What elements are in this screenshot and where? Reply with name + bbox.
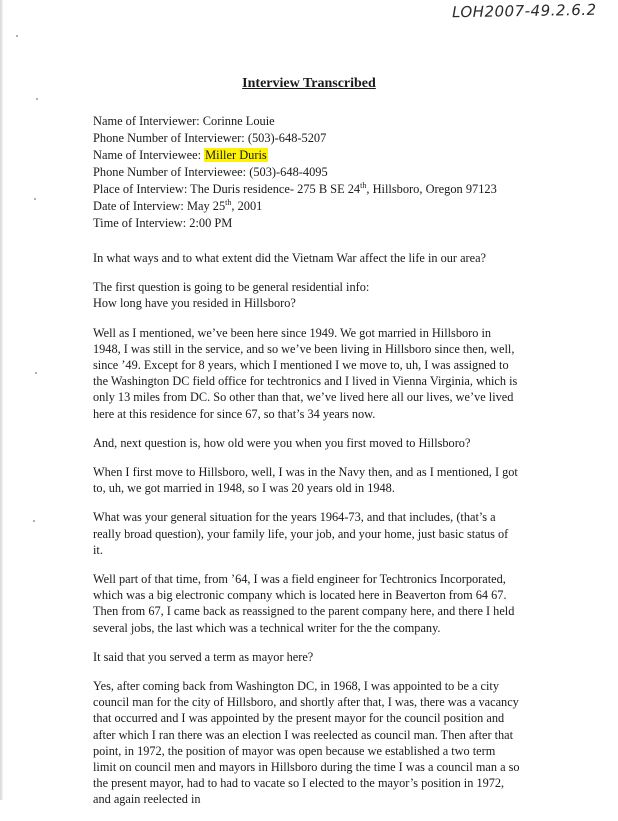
answer-paragraph: Well as I mentioned, we’ve been here since 1949. We got married in Hillsboro in 1948, I was still in the service, and so we’ve been living in Hillsboro since then, well, since ’49. Except for 8 years, which I mentioned I we move to, uh, I was assigned to the Washington DC field office for techtronics and I lived in Vienna Virginia, which is only 13 miles from DC. So other than that, we’ve lived here all our lives, we’ve lived here at this residence for since 67, so that’s 34 years now.: [93, 325, 518, 421]
scan-edge: [0, 0, 3, 800]
interview-info: [93, 113, 497, 232]
interviewee-phone-line: Phone Number of Interviewee: (503)-648-4095: [93, 165, 328, 179]
answer-paragraph: When I first move to Hillsboro, well, I was in the Navy then, and as I mentioned, I got to, uh, we got married in 1948, so I was 20 years old in 1948.: [93, 465, 518, 496]
interviewer-phone: (503)-648-5207: [247, 131, 327, 145]
transcript-body: [93, 250, 521, 821]
question-paragraph: And, next question is, how old were you when you first moved to Hillsboro?: [93, 435, 471, 450]
date-line: Date of Interview: May 25th, 2001: [93, 197, 263, 213]
time-line: Time of Interview: 2:00 PM: [93, 216, 233, 230]
place-line: Place of Interview: The Duris residence- 275 B SE 24th, Hillsboro, Oregon 97123: [93, 180, 497, 196]
question-paragraph: The first question is going to be general residential info: How long have you resided in Hillsboro?: [93, 280, 370, 311]
question-paragraph: In what ways and to what extent did the Vietnam War affect the life in our area?: [93, 251, 486, 265]
scan-speck: [33, 520, 35, 522]
scan-speck: [36, 98, 38, 100]
question-paragraph: It said that you served a term as mayor here?: [93, 649, 314, 664]
scan-speck: [35, 372, 37, 374]
answer-paragraph: Well part of that time, from ’64, I was a field engineer for Techtronics Incorporated, which was a big electronic company which is located here in Beaverton from 64 67. Then from 67, I came back as reassigned to the parent company here, and there I held several jobs, the last which was a technical writer for the the company.: [93, 572, 515, 635]
interviewer-line: Name of Interviewer: Corinne Louie: [93, 114, 275, 128]
question-paragraph: What was your general situation for the years 1964-73, and that includes, (that’s a really broad question), your family life, your job, and your home, just basic status of it.: [93, 510, 509, 557]
interviewer-phone-line: Phone Number of Interviewer: (503)-648-5207: [93, 131, 327, 145]
document-title: Interview Transcribed: [242, 76, 376, 91]
scan-speck: [16, 35, 18, 37]
interviewee-phone: (503)-648-4095: [249, 165, 328, 179]
handwritten-accession-number: LOH2007-49.2.6.2: [451, 0, 597, 22]
interviewer-name: Corinne Louie: [202, 114, 275, 128]
answer-paragraph: Yes, after coming back from Washington DC, in 1968, I was appointed to be a city council man for the city of Hillsboro, and shortly after that, I was, there was a vacancy that occurred and I was appointed by the present mayor for the council position and after which I ran there was an election I was reelected as council man. Then after that point, in 1972, the position of mayor was open because we established a two term limit on council men and mayors in Hillsboro during the time I was a council man a so the present mayor, had to had to vacate so I elected to the mayor’s position in 1972, and again reelected in: [93, 679, 520, 807]
scan-speck: [34, 198, 36, 200]
interviewee-line: Name of Interviewee: Miller Duris: [93, 148, 267, 162]
interviewee-name-highlighted: Miller Duris: [205, 148, 267, 162]
interview-time: 2:00 PM: [189, 216, 233, 230]
